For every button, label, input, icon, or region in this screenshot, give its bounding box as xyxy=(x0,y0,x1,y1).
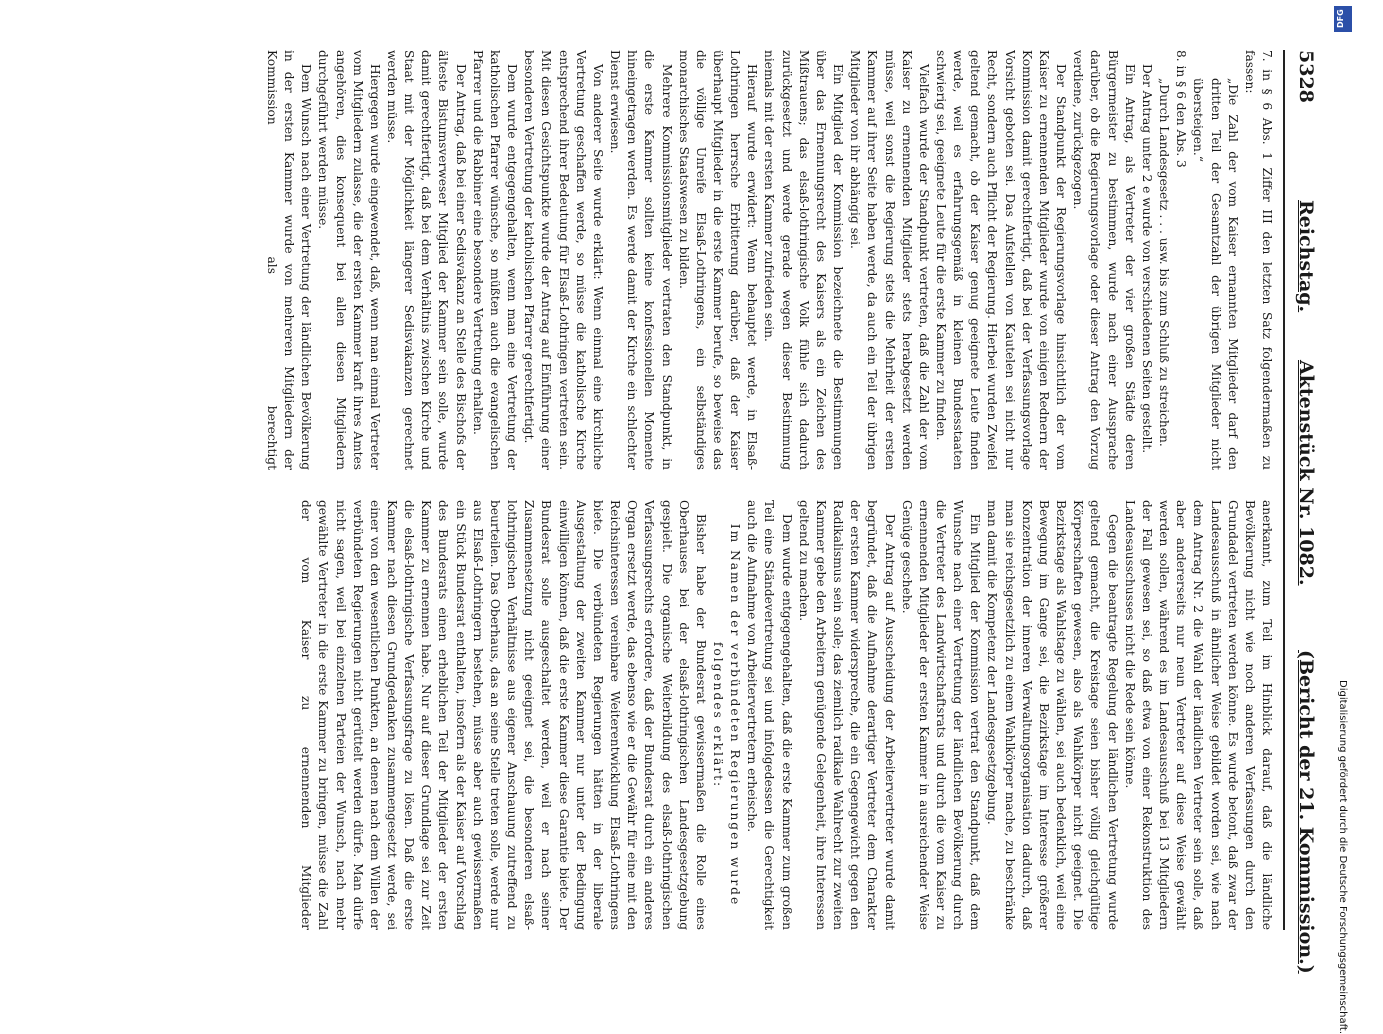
header-bericht: (Bericht der 21. Kommission.) xyxy=(1295,650,1317,974)
page-number: 5328 xyxy=(1295,50,1317,103)
dfg-logo: DFG xyxy=(1334,6,1352,32)
paragraph: Hierauf wurde erwidert: Wenn behauptet werde, in Elsaß-Lothringen herrsche Erbitterung darüber, daß der Kaiser überhaupt Mitglieder in die erste Kammer berufe, so beweise das die völlige Unreife Elsaß-Lothringens, ein selbständiges monarchisches Staatswesen zu bilden. xyxy=(676,50,760,470)
paragraph: „Die Zahl der vom Kaiser ernannten Mitglieder darf den dritten Teil der Gesamtzahl der übrigen Mitglieder nicht übersteigen.“ xyxy=(1191,78,1240,470)
paragraph: Der Standpunkt der Regierungsvorlage hinsichtlich der vom Kaiser zu ernennenden Mitglieder wurde von einigen Rednern der Kommission damit gerechtfertigt, daß bei der Verfassungsvorlage Vorsicht geboten sei. Das Aufstellen von Kautelen sei nicht nur Recht, sondern auch Pflicht der Regierung. Hierbei wurden Zweifel geltend gemacht, ob der Kaiser genug geeignete Leute finden werde, weil es erfahrungsgemäß in kleinen Bundesstaaten schwierig sei, geeignete Leute für die erste Kammer zu finden. xyxy=(934,50,1069,470)
header-aktenstueck: Aktenstück Nr. 1082. xyxy=(1295,360,1317,586)
paragraph: Der Antrag auf Ausscheidung der Arbeitervertreter wurde damit begründet, daß die Aufnahme derartiger Vertreter dem Charakter der ersten Kammer widerspreche, die ein Gegengewicht gegen den Radikalismus sein solle; das ziemlich radikale Wahlrecht zur zweiten Kammer gebe den Arbeitern genügende Gelegenheit, ihre Interessen geltend zu machen. xyxy=(796,500,897,930)
paragraph: Ein Mitglied der Kommission vertrat den Standpunkt, daß dem Wunsche nach einer Vertretung der ländlichen Bevölkerung durch die Vertreter des Landwirtschaftsrats und durch die vom Kaiser zu ernennenden Mitglieder der ersten Kammer in ausreichender Weise Genüge geschehe. xyxy=(899,500,983,930)
paragraph: „Durch Landesgesetz . . . usw. bis zum Schluß zu streichen. xyxy=(1157,78,1172,447)
stamp-text: Digitalisierung gefördert durch die Deutsche Forschungsgemeinschaft. xyxy=(1337,680,1348,1034)
header-reichstag: Reichstag. xyxy=(1295,200,1317,313)
paragraph: 7. in § 6 Abs. 1 Ziffer III den letzten Satz folgendermaßen zu fassen: xyxy=(1242,50,1274,470)
paragraph: Dem wurde entgegengehalten, wenn man eine Vertretung der katholischen Pfarrer wünsche, so müßten auch die evangelischen Pfarrer und die Rabbiner eine besondere Vertretung erhalten. xyxy=(470,50,520,470)
paragraph: Gegen die beantragte Regelung der ländlichen Vertretung wurde geltend gemacht, die Kreistage seien bisher völlig gleichgültige Körperschaften gewesen, also als Wahlkörper nicht geeignet. Die Bezirkstage als Wahlstage zu wählen, sei auch bedenklich, weil eine Bewegung im Gange sei, die Bezirkstage im Interesse größerer Konzentration der inneren Verwaltungsorganisation dadurch, daß man sie reichsgesetzlich zu einem Wahlkörper mache, zu beschränke man damit die Kompetenz der Landesgesetzgebung. xyxy=(985,500,1120,930)
paragraph: Vielfach wurde der Standpunkt vertreten, daß die Zahl der vom Kaiser zu ernennenden Mitglieder stets herabgesetzt werden müsse, weil sonst die Regierung stets die Mehrheit der ersten Kammer auf ihrer Seite haben werde, da auch ein Teil der übrigen Mitglieder von ihr abhängig sei. xyxy=(848,50,931,470)
paragraph: Dem wurde entgegengehalten, daß die erste Kammer zum großen Teil eine Ständevertretung sei und infolgedessen die Gerechtigkeit auch die Aufnahme von Arbeitervertretern erheische. xyxy=(745,500,794,930)
paragraph: 8. in § 6 den Abs. 3 xyxy=(1174,50,1189,168)
right-column xyxy=(75,500,1275,930)
paragraph: Hiergegen wurde eingewendet, daß, wenn man einmal Vertreter vom Mitgliedern zulasse, die der ersten Kammer kraft ihres Amtes angehören, dies konsequent bei allen diesen Mitgliedern durchgeführt werden müsse. xyxy=(316,50,382,470)
paragraph: Dem Wunsch nach einer Vertretung der ländlichen Bevölkerung in der ersten Kammer wurde von mehreren Mitgliedern der Kommission als berechtigt xyxy=(264,50,314,470)
paragraph: Der Antrag unter 2 e wurde von verschiedenen Seiten gestellt. xyxy=(1139,64,1154,454)
paragraph: Mehrere Kommissionsmitglieder vertraten den Standpunkt, in die erste Kammer sollten keine konfessionellen Momente hineingetragen werden. Es werde damit der Kirche ein schlechter Dienst erwiesen. xyxy=(608,50,674,470)
left-column xyxy=(75,50,1275,470)
digitization-stamp xyxy=(1330,0,1383,1034)
page-header xyxy=(1283,50,1323,974)
paragraph: anerkannt, zum Teil im Hinblick darauf, daß die ländliche Bevölkerung nicht wie noch anderen Verfassungen durch den Grundadel vertreten werden könne. Es wurde betont, daß zwar der Landesausschuß in ähnlicher Weise gebildet worden sei, wie nach dem Antrag Nr. 2 die Wahl der ländlichen Vertreter sein solle, daß aber andererseits nur neun Vertreter auf diese Weise gewählt werden sollen, während es im Landesausschuß bei 13 Mitgliedern der Fall gewesen sei, so daß etwa von einer Rekonstruktion des Landesausschusses nicht die Rede sein könne. xyxy=(1122,500,1274,930)
paragraph: Ein Antrag, als Vertreter der vier großen Städte deren Bürgermeister zu bestimmen, wurde nach einer Aussprache darüber, ob die Regierungsvorlage oder dieser Antrag den Vorzug verdiene, zurückgezogen. xyxy=(1071,50,1137,470)
paragraph: Der Antrag, daß bei einer Sedisvakanz an Stelle des Bischofs der älteste Bistumsverweser Mitglied der Kammer sein solle, wurde damit gerechtfertigt, daß bei dem Verhältnis zwischen Kirche und Staat mit der Möglichkeit längerer Sedisvakanzen gerechnet werden müsse. xyxy=(385,50,468,470)
paragraph: Bisher habe der Bundesrat gewissermaßen die Rolle eines Oberhauses bei der elsaß-lothringischen Landesgesetzgebung gespielt. Die organische Weiterbildung des elsaß-lothringischen Verfassungsrechts erfordere, daß der Bundesrat durch ein anderes Organ ersetzt werde, das ebenso wie er die Gewähr für eine mit den Reichsinteressen vereinbare Weiterentwicklung Elsaß-Lothringens biete. Die verbündeten Regierungen hätten in der liberale Ausgestaltung der zweiten Kammer nur unter der Bedingung einwilligen können, daß die erste Kammer diese Garantie biete. Der Bundesrat solle ausgeschaltet werden, weil er nach seiner Zusammensetzung nicht geeignet sei, die besonderen elsaß-lothringischen Verhältnisse aus eigener Anschauung zutreffend zu beurteilen. Das Oberhaus, das an seine Stelle treten solle, werde nur aus Elsaß-Lothringern bestehen, müsse aber auch gewissermaßen ein Stück Bundesrat enthalten, insofern als der Kaiser auf Vorschlag des Bundesrats einen erheblichen Teil der Mitglieder der ersten Kammer zu ernennen habe. Nur auf dieser Grundlage sei zur Zeit die elsaß-lothringische Verfassungsfrage zu lösen. Daß die erste Kammer nach diesen Grundgedanken zusammengesetzt werde, sei einer von den wesentlichen Punkten, an denen nach dem Willen der verbündeten Regierungen nicht gerüttelt werden dürfe. Man dürfe nicht sagen, weil bei einzelnen Parteien der Wunsch, nach mehr gewählte Vertreter in die erste Kammer zu bringen, müsse die Zahl der vom Kaiser zu ernennenden Mitglieder xyxy=(299,500,708,930)
paragraph: Ein Mitglied der Kommission bezeichnete die Bestimmungen über das Ernennungsrecht des Kaisers als ein Zeichen des Mißtrauens; das elsaß-lothringische Volk fühle sich dadurch zurückgesetzt und werde gerade wegen dieser Bestimmung niemals mit der ersten Kammer zufrieden sein. xyxy=(762,50,846,470)
paragraph: Von anderer Seite wurde erklärt: Wenn einmal eine kirchliche Vertretung geschaffen werde, so müsse die katholische Kirche entsprechend ihrer Bedeutung für Elsaß-Lothringen vertreten sein. Mit diesen Gesichtspunkte wurde der Antrag auf Einführung einer besonderen Vertretung der katholischen Pfarrer gerechtfertigt. xyxy=(522,50,605,470)
document-sheet xyxy=(68,50,1323,974)
paragraph: Im Namen der verbündeten Regierungen wurde folgendes erklärt: xyxy=(711,523,743,907)
